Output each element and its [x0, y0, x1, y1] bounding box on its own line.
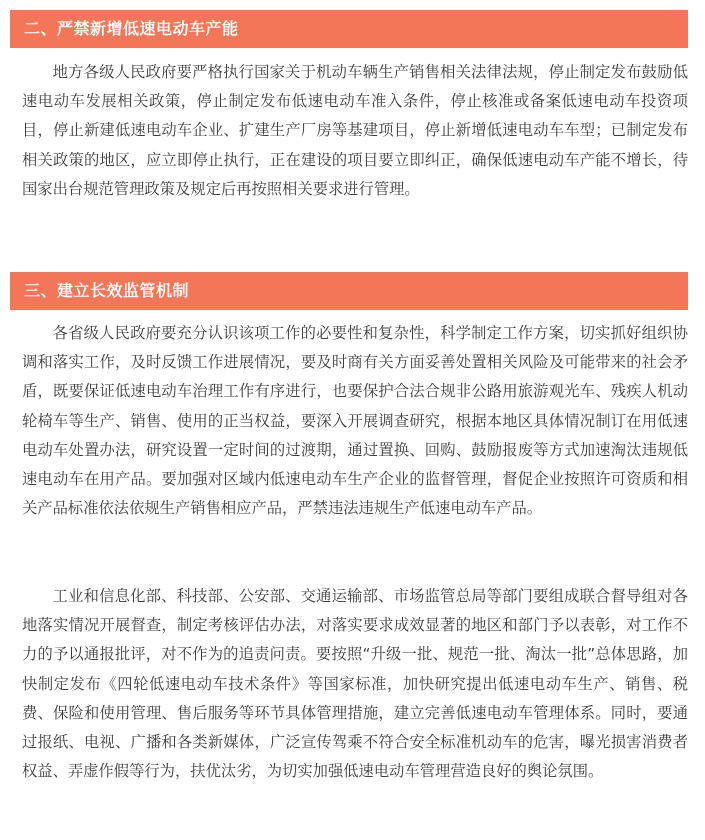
section-paragraph: 地方各级人民政府要严格执行国家关于机动车辆生产销售相关法律法规，停止制定发布鼓励低速电动车发展相关政策，停止制定发布低速电动车准入条件，停止核准或备案低速电动车投资项目，停止新建低速电动车企业、扩建生产厂房等基建项目，停止新增低速电动车车型；已制定发布相关政策的地区，应立即停止执行，正在建设的项目要立即纠正，确保低速电动车产能不增长，待国家出台规范管理政策及规定后再按照相关要求进行管理。: [22, 63, 688, 198]
section-paragraph: 各省级人民政府要充分认识该项工作的必要性和复杂性，科学制定工作方案，切实抓好组织协调和落实工作，及时反馈工作进展情况，要及时商有关方面妥善处置相关风险及可能带来的社会矛盾，既要保证低速电动车治理工作有序进行，也要保护合法合规非公路用旅游观光车、残疾人机动轮椅车等生产、销售、使用的正当权益，要深入开展调查研究，根据本地区具体情况制订在用低速电动车处置办法，研究设置一定时间的过渡期，通过置换、回购、鼓励报废等方式加速淘汰违规低速电动车在用产品。要加强对区域内低速电动车生产企业的监督管理，督促企业按照许可资质和相关产品标准依法依规生产销售相应产品，严禁违法违规生产低速电动车产品。: [22, 324, 688, 518]
section-heading-ban-new-capacity: 二、严禁新增低速电动车产能: [10, 10, 688, 48]
section-heading-long-term-supervision: 三、建立长效监管机制: [10, 272, 688, 310]
section-paragraph: 工业和信息化部、科技部、公安部、交通运输部、市场监管总局等部门要组成联合督导组对各地落实情况开展督查，制定考核评估办法，对落实要求成效显著的地区和部门予以表彰，对工作不力的予以通报批评，对不作为的追责问责。要按照“升级一批、规范一批、淘汰一批”总体思路，加快制定发布《四轮低速电动车技术条件》等国家标准，加快研究提出低速电动车生产、销售、税费、保险和使用管理、售后服务等环节具体管理措施，建立完善低速电动车管理体系。同时，要通过报纸、电视、广播和各类新媒体，广泛宣传驾乘不符合安全标准机动车的危害，曝光损害消费者权益、弄虚作假等行为，扶优汰劣，为切实加强低速电动车管理营造良好的舆论氛围。: [22, 587, 688, 781]
